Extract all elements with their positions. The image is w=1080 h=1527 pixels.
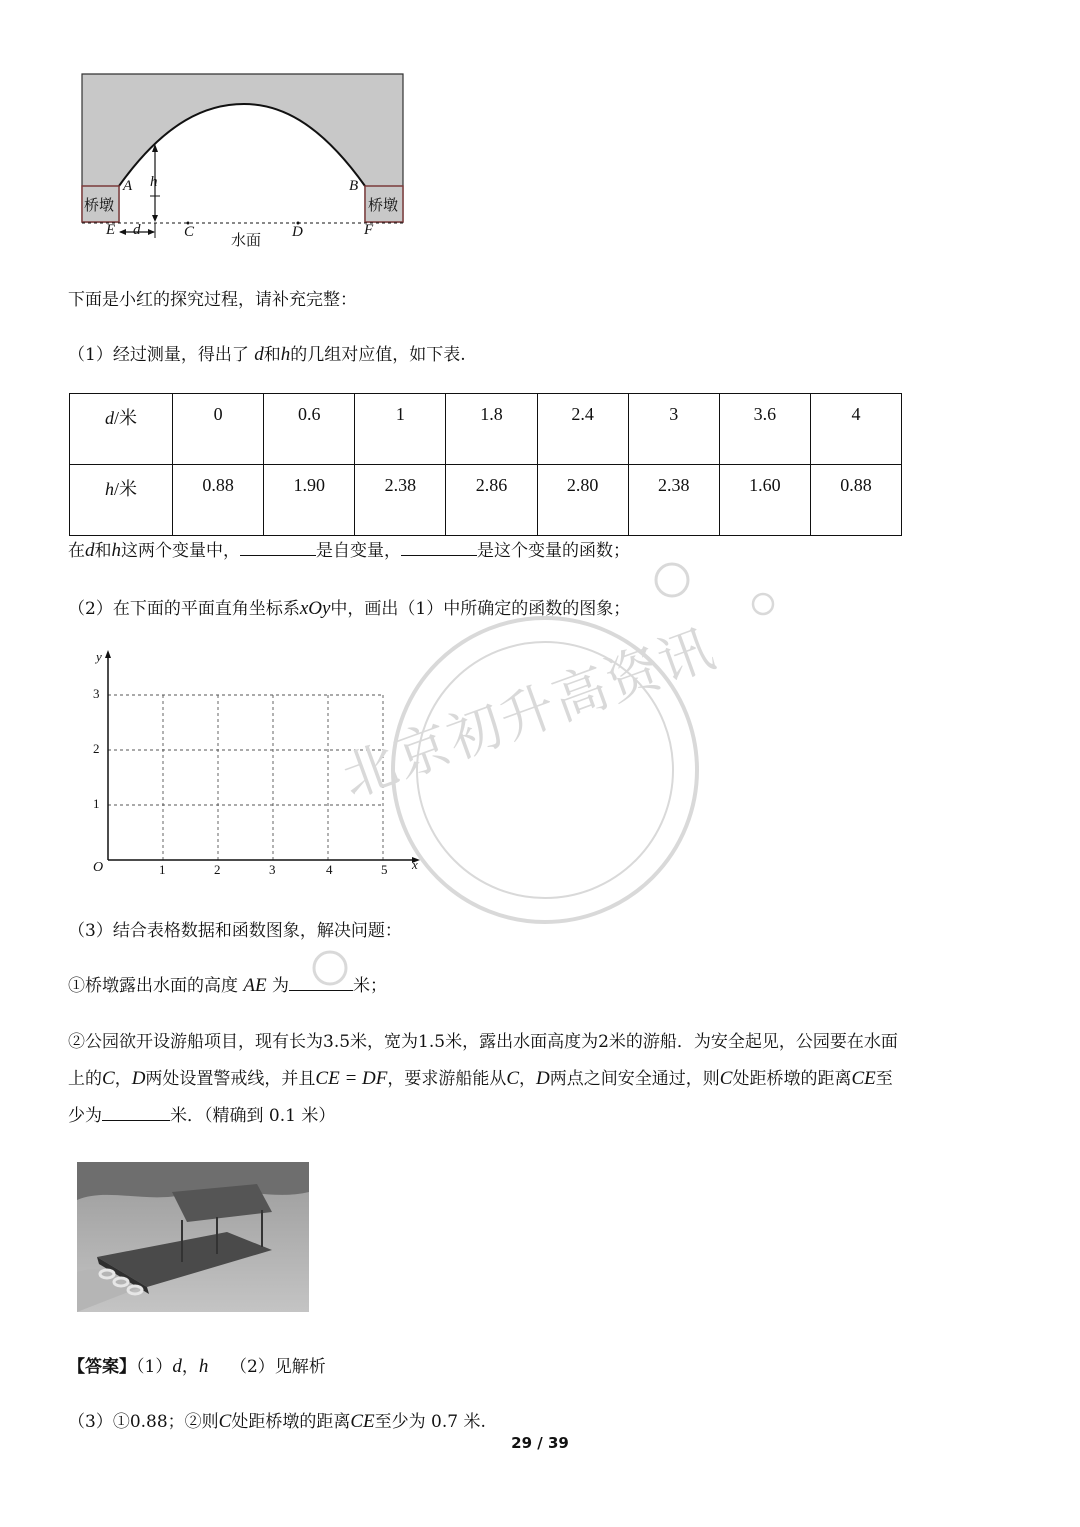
pier-left-label: 桥墩: [84, 196, 115, 214]
cell-h: 2.86: [446, 465, 537, 536]
label-E: E: [106, 222, 116, 238]
table-row-d: [70, 394, 902, 465]
watermark-dots: [650, 560, 790, 620]
label-C: C: [184, 224, 195, 240]
answer-line1: 【答案】（1）d，h （2）见解析: [68, 1356, 326, 1377]
cell-d: 3: [628, 394, 719, 465]
cell-d: 3.6: [719, 394, 810, 465]
cell-d: 0: [173, 394, 264, 465]
x-tick-3: 3: [269, 862, 276, 877]
x-tick-4: 4: [326, 862, 333, 877]
q3-sub2-line1: ②公园欲开设游船项目，现有长为3.5米，宽为1.5米，露出水面高度为2米的游船．为安全起见，公园要在水面: [68, 1032, 898, 1052]
answer-line2: （3）①0.88；②则C处距桥墩的距离CE至少为 0.7 米.: [68, 1411, 486, 1432]
y-axis-label: y: [96, 649, 102, 664]
q1-text: （1）经过测量，得出了 d和h的几组对应值，如下表.: [68, 344, 466, 365]
label-d: d: [133, 222, 141, 238]
cell-d: 0.6: [264, 394, 355, 465]
cell-h: 0.88: [810, 465, 901, 536]
bridge-diagram: [78, 70, 408, 250]
cell-h: 2.38: [628, 465, 719, 536]
origin-label: O: [93, 860, 104, 875]
page-number: 29 / 39: [511, 1434, 569, 1452]
x-tick-5: 5: [381, 862, 388, 877]
label-F: F: [364, 222, 374, 238]
y-tick-1: 1: [93, 796, 100, 811]
q2-text: （2）在下面的平面直角坐标系xOy中，画出（1）中所确定的函数的图象；: [68, 598, 631, 619]
answer-blank[interactable]: [401, 541, 477, 556]
intro-text: 下面是小红的探究过程，请补充完整：: [68, 290, 357, 310]
label-D: D: [292, 224, 303, 240]
cell-d: 2.4: [537, 394, 628, 465]
cell-h: 0.88: [173, 465, 264, 536]
cell-d: 4: [810, 394, 901, 465]
watermark-dot-bottom: [308, 946, 352, 990]
label-B: B: [349, 178, 359, 194]
x-tick-2: 2: [214, 862, 221, 877]
q3-title: （3）结合表格数据和函数图象，解决问题：: [68, 921, 402, 941]
y-tick-3: 3: [93, 686, 100, 701]
water-label: 水面: [231, 231, 262, 249]
answer-blank[interactable]: [240, 541, 316, 556]
boat-photo: [77, 1162, 309, 1312]
pier-right-label: 桥墩: [368, 196, 399, 214]
header-d: d/米: [70, 394, 173, 465]
table-row-h: [70, 465, 902, 536]
cell-h: 2.38: [355, 465, 446, 536]
cell-d: 1: [355, 394, 446, 465]
cell-h: 2.80: [537, 465, 628, 536]
after-table-text: 在d和h这两个变量中， 是自变量， 是这个变量的函数；: [68, 540, 630, 561]
x-axis-label: x: [412, 857, 418, 872]
cell-h: 1.90: [264, 465, 355, 536]
cell-h: 1.60: [719, 465, 810, 536]
x-tick-1: 1: [159, 862, 166, 877]
dh-table: [69, 393, 902, 536]
header-h: h/米: [70, 465, 173, 536]
watermark-text: 北京初升高资讯: [333, 616, 724, 810]
q3-sub2-line3: 少为 米．（精确到 0.1 米）: [68, 1106, 336, 1126]
answer-blank[interactable]: [102, 1106, 170, 1121]
label-A: A: [123, 178, 133, 194]
q3-sub1: ①桥墩露出水面的高度 AE 为 米；: [68, 975, 388, 996]
cell-d: 1.8: [446, 394, 537, 465]
bridge-body: [82, 74, 403, 222]
y-tick-2: 2: [93, 741, 100, 756]
q3-sub2-line2: 上的C，D两处设置警戒线，并且CE = DF，要求游船能从C，D两点之间安全通过，则C处距桥墩的距离CE至: [68, 1068, 893, 1089]
label-h: h: [150, 174, 158, 190]
